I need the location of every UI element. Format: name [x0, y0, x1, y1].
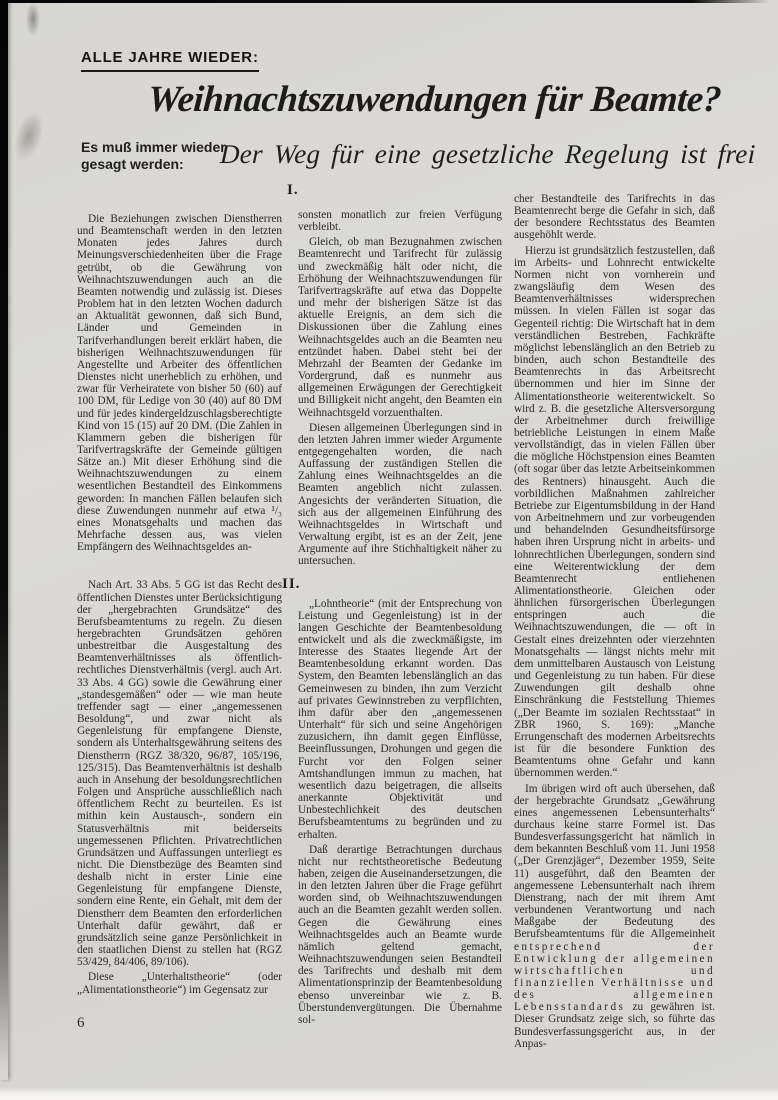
- paragraph: Hierzu ist grundsätzlich festzustellen, daß im Arbeits- und Lohnrecht entwickelte Normen nicht von vornherein und zwangsläufig dem Wesen des Beamtenverhältnisses widersprechen müssen. In vielen Fällen ist sogar das Gegenteil richtig: Die Wirtschaft hat in dem verständlichen Bestreben, Fachkräfte möglichst lebenslänglich an den Betrieb zu binden, auch schon Bestandteile des Beamtenrechts in das Arbeitsrecht übernommen und hier im Sinne der Alimentationstheorie weiterentwickelt. So wird z. B. die gesetzliche Altersversorgung der Arbeitnehmer durch freiwillige betriebliche Leistungen in einem Maße vervollständigt, das in vielen Fällen über die mögliche Höchstpension eines Beamten (oft sogar über das letzte Arbeitseinkommen des Rentners) hinausgeht. Auch die vorbildlichen Maßnahmen zahlreicher Betriebe zur Eigentumsbildung in der Hand von Arbeitnehmern und zur vorbeugenden und behandelnden Gesundheitsfürsorge haben ihren Ursprung nicht in arbeits- und lohnrechtlichen Überlegungen, sondern sind eine Weiterentwicklung der dem Beamtenrecht entliehenen Alimentationstheorie. Gleichen oder ähnlichen fürsorgerischen Überlegungen entspringen auch die Weihnachtszuwendungen, die — oft in Gestalt eines dreizehnten oder vierzehnten Monatsgehalts — längst nichts mehr mit dem unmittelbaren Austausch von Leistung und Gegenleistung zu tun haben. Für diese Zuwendungen gilt deshalb ohne Einschränkung die Feststellung Thiemes („Der Beamte im sozialen Rechtsstaat“ in ZBR 1960, S. 169): „Manche Errungenschaft des modernen Arbeitsrechts ist für die besondere Funktion des Beamtentums ohne Gefahr und kann übernommen werden.“: [514, 244, 715, 780]
- scan-smudge: [9, 107, 50, 164]
- article-title: Weihnachtszuwendungen für Beamte?: [146, 79, 723, 120]
- paragraph: Diesen allgemeinen Überlegungen sind in den letzten Jahren immer wieder Argumente entgegengehalten worden, die nach Auffassung der zuständigen Stellen die Zahlung eines Weihnachtsgeldes an die Beamten angeblich nicht zulassen. Angesichts der veränderten Situation, die sich aus der allgemeinen Einführung des Weihnachtsgeldes in Wirtschaft und Verwaltung ergibt, ist es an der Zeit, jene Argumente auf ihre Stichhaltigkeit näher zu untersuchen.: [298, 421, 502, 568]
- paragraph: „Lohntheorie“ (mit der Entsprechung von Leistung und Gegenleistung) ist in der langen Geschichte der Beamtenbesoldung entwickelt und als die zweckmäßigste, im Interesse des Staates liegende Art der Beamtenbesoldung erkannt worden. Das System, den Beamten lebenslänglich an das Gemeinwesen zu binden, ihn zum Verzicht auf privates Gewinnstreben zu verpflichten, ihm dafür aber den „angemessenen Unterhalt“ für sich und seine Angehörigen zuzusichern, ihn damit gegen Einflüsse, Beeinflussungen, Drohungen und gegen die Furcht vor den Folgen seiner Amtshandlungen immun zu machen, hat wesentlich dazu beigetragen, die allseits anerkannte Objektivität und Unbestechlichkeit des deutschen Berufsbeamtentums zu begründen und zu erhalten.: [298, 597, 502, 841]
- standfirst: [81, 139, 226, 173]
- standfirst-line-2: gesagt werden:: [81, 156, 184, 172]
- paragraph: Daß derartige Betrachtungen durchaus nicht nur rechtstheoretische Bedeutung haben, zeigen die Auseinandersetzungen, die in den letzten Jahren über die Frage geführt worden sind, ob Weihnachtszuwendungen auch an die Beamten gezahlt werden sollen. Gegen die Gewährung eines Weihnachtsgeldes auch an Beamte wurde nämlich geltend gemacht, Weihnachtszuwendungen seien Bestandteil des Tarifrechts und deshalb mit dem Alimentationsprinzip der Beamtenbesoldung ebenso unvereinbar wie z. B. Überstundenvergütungen. Die Übernahme sol-: [298, 843, 502, 1026]
- scan-smudge: [26, 2, 40, 36]
- scan-edge-left: [0, 0, 8, 1080]
- scan-edge-top: [0, 0, 770, 3]
- column-1: [77, 213, 282, 999]
- paragraph: cher Bestandteile des Tarifrechts in das Beamtenrecht berge die Gefahr in sich, daß der besondere Rechtsstatus des Beamten ausgehöhlt werde.: [514, 193, 715, 242]
- standfirst-line-1: Es muß immer wieder: [81, 139, 226, 155]
- paragraph-text: Im übrigen wird oft auch übersehen, daß der hergebrachte Grundsatz „Gewährung eines angemessenen Lebensunterhalts“ durchaus keine starre Formel ist. Das Bundesverfassungsgericht hat nämlich in dem bekannten Beschluß vom 11. Juni 1958 („Der Grenzjäger“, Dezember 1959, Seite 11) ausgeführt, daß den Beamten der angemessene Lebensunterhalt nach ihrem Dienstrang, nach der mit ihrem Amt verbundenen Verantwortung und nach Maßgabe der Bedeutung des Berufsbeamtentums für die Allgemeinheit: [514, 782, 715, 941]
- kicker: ALLE JAHRE WIEDER:: [81, 49, 259, 72]
- letterspaced-emphasis: entsprechend der Entwicklung der allgemeinen wirtschaftlichen und finanziellen Verhältnisse und des allgemeinen Lebensstandards: [514, 940, 715, 1014]
- paragraph: Die Beziehungen zwischen Dienstherren und Beamtenschaft werden in den letzten Monaten jedes Jahres durch Meinungsverschiedenheiten über die Frage getrübt, ob die Gewährung von Weihnachtszuwendungen auch an die Beamten notwendig und zulässig ist. Dieses Problem hat in den letzten Wochen dadurch an Aktualität gewonnen, daß sich Bund, Länder und Gemeinden in Tarifverhandlungen bereit erklärt haben, die bisherigen Weihnachtszuwendungen für Angestellte und Arbeiter des öffentlichen Dienstes nicht unerheblich zu erhöhen, und zwar für Verheiratete von bisher 50 (60) auf 100 DM, für Ledige von 30 (40) auf 80 DM und für jedes kindergeldzuschlagsberechtigte Kind von 15 (15) auf 20 DM. (Die Zahlen in Klammern geben die bisherigen für Tarifvertragskräfte der Gemeinde gültigen Sätze an.) Mit dieser Erhöhung sind die Weihnachtszuwendungen zu einem wesentlichen Bestandteil des Einkommens geworden: In manchen Fällen belaufen sich diese Zuwendungen nunmehr auf etwa ¹/₃ eines Monatsgehalts und machen das Mehrfache dessen aus, was vielen Empfängern des Weihnachtsgeldes an-: [77, 213, 282, 554]
- section-heading-2: II.: [282, 575, 301, 592]
- column-3: [514, 193, 715, 1053]
- paragraph-text: zu gewähren ist. Dieser Grundsatz zeige sich, so führte das Bundesverfassungsgericht aus, in der Anpas-: [514, 1001, 715, 1050]
- scan-edge-bottom: [0, 1087, 778, 1100]
- paragraph: sonsten monatlich zur freien Verfügung verbleibt.: [298, 209, 502, 234]
- paragraph: Nach Art. 33 Abs. 5 GG ist das Recht des öffentlichen Dienstes unter Berücksichtigung der „hergebrachten Grundsätze“ des Berufsbeamtentums zu regeln. Zu diesen hergebrachten Grundsätzen gehören unbestreitbar die Ausgestaltung des Beamtenverhältnisses als öffentlich-rechtliches Dienstverhältnis (vergl. auch Art. 33 Abs. 4 GG) sowie die Gewährung einer „standesgemäßen“ oder — wie man heute treffender sagt — einer „angemessenen Besoldung“, und zwar nicht als Gegenleistung für empfangene Dienste, sondern als Unterhaltsgewährung seitens des Dienstherrn (RGZ 38/320, 96/87, 105/196, 125/315). Das Beamtenverhältnis ist deshalb auch in Ansehung der besoldungsrechtlichen Folgen und Ansprüche ausschließlich nach öffentlichem Recht zu beurteilen. Es ist mithin kein Austausch-, sondern ein Statusverhältnis mit beiderseits ungemessenen Pflichten. Privatrechtlichen Grundsätzen und Auffassungen unterliegt es nicht. Die Dienstbezüge des Beamten sind deshalb nicht in erster Linie eine Gegenleistung für empfangene Dienste, sondern eine Rente, ein Gehalt, mit dem der Dienstherr dem Beamten den erforderlichen Unterhalt dafür gewährt, daß er grundsätzlich seine ganze Persönlichkeit in den staatlichen Dienst zu stellen hat (RGZ 53/429, 84/406, 89/106).: [77, 579, 282, 969]
- page-number: 6: [77, 1015, 85, 1031]
- paragraph: Gleich, ob man Bezugnahmen zwischen Beamtenrecht und Tarifrecht für zulässig und zweckmäßig hält oder nicht, die Erhöhung der Weihnachtszuwendungen für Tarifvertragskräfte auf etwa das Doppelte und mehr der bisherigen Sätze ist das aktuelle Ereignis, an dem sich die Diskussionen über die Zahlung eines Weihnachtsgeldes auch an die Beamten neu entzündet haben. Dabei steht bei der Mehrzahl der Beamten der Gedanke im Vordergrund, daß es nunmehr aus allgemeinen Erwägungen der Gerechtigkeit und Billigkeit nicht angeht, den Beamten ein Weihnachtsgeld vorzuenthalten.: [298, 236, 502, 419]
- section-heading-1: I.: [287, 182, 299, 198]
- paragraph: [514, 783, 715, 1050]
- paragraph: Diese „Unterhaltstheorie“ (oder „Alimentationstheorie“) im Gegensatz zur: [77, 971, 282, 996]
- column-2: [282, 182, 502, 1029]
- article-subtitle: Der Weg für eine gesetzliche Regelung ist frei: [219, 139, 756, 169]
